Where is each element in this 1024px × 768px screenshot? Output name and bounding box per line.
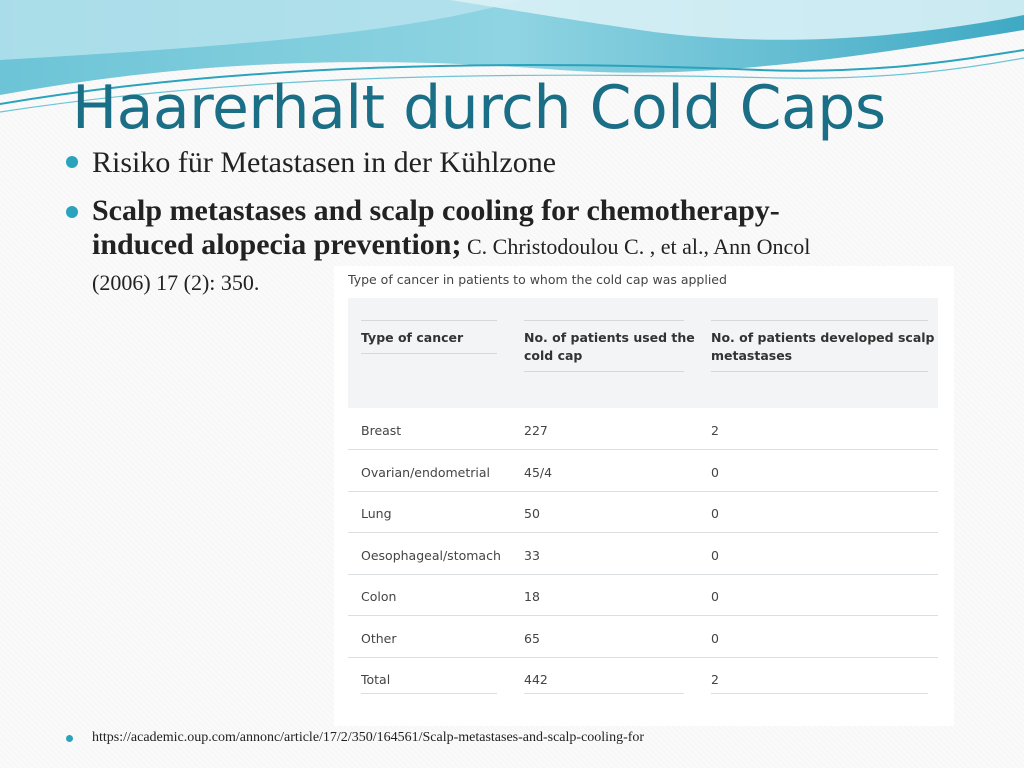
citation-issue: (2006) 17 (2): 350. bbox=[92, 270, 260, 295]
citation-title-line2: induced alopecia prevention; bbox=[92, 228, 462, 261]
header-used: No. of patients used the cold cap bbox=[524, 330, 695, 363]
table-caption: Type of cancer in patients to whom the cold cap was applied bbox=[348, 272, 727, 287]
header-developed: No. of patients developed scalp metastases bbox=[711, 330, 935, 363]
slide-title: Haarerhalt durch Cold Caps bbox=[72, 73, 886, 143]
bullet-risk: Risiko für Metastasen in der Kühlzone bbox=[92, 146, 557, 179]
table-row: Colon 18 0 bbox=[348, 574, 938, 616]
bullet-dot-icon bbox=[66, 735, 73, 742]
source-url[interactable]: https://academic.oup.com/annonc/article/17/2/350/164561/Scalp-metastases-and-scalp-cooling-for bbox=[92, 730, 645, 745]
citation-authors: C. Christodoulou C. , et al., Ann Oncol bbox=[461, 234, 811, 259]
cancer-table-image bbox=[334, 266, 954, 726]
bullet-dot-icon bbox=[66, 206, 78, 218]
table-header bbox=[348, 298, 938, 408]
table-row: Lung 50 0 bbox=[348, 491, 938, 533]
table-row-total: Total 442 2 bbox=[361, 672, 719, 687]
citation-title-line1: Scalp metastases and scalp cooling for chemotherapy- bbox=[92, 194, 780, 227]
header-type: Type of cancer bbox=[361, 330, 464, 345]
table-row: Oesophageal/stomach 33 0 bbox=[348, 533, 938, 575]
table-row: Breast 227 2 bbox=[348, 408, 938, 450]
table-row: Ovarian/endometrial 45/4 0 bbox=[348, 450, 938, 492]
bullet-dot-icon bbox=[66, 156, 78, 168]
table-row: Other 65 0 bbox=[348, 616, 938, 658]
